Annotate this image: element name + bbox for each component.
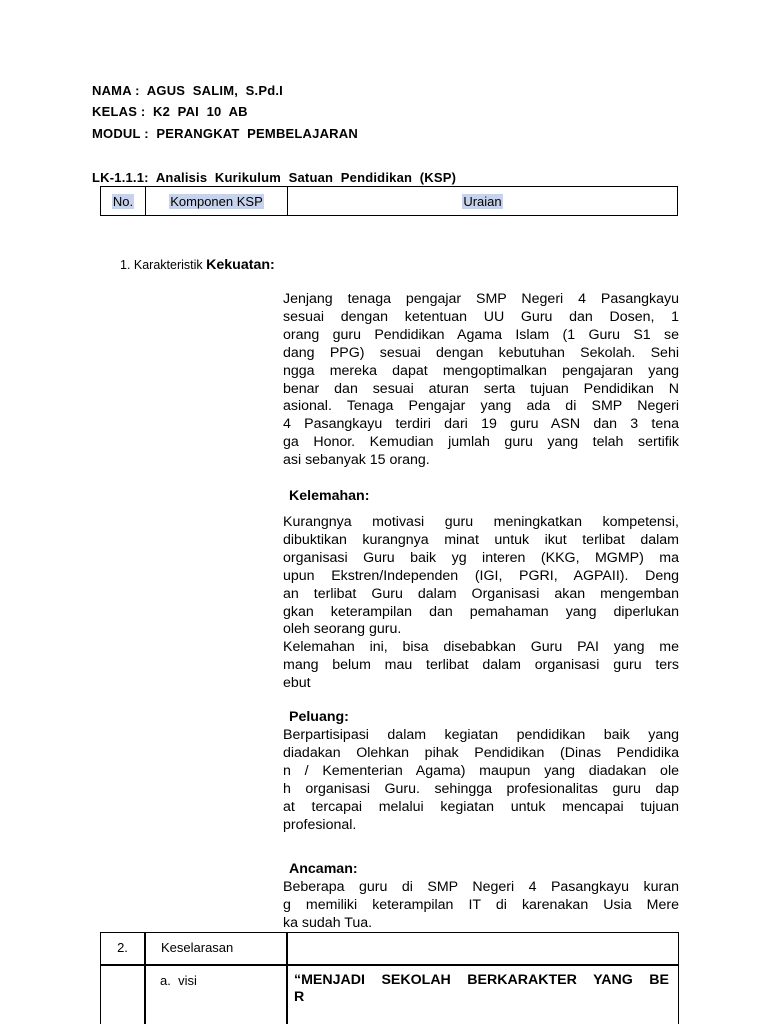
text-line: oleh seorang guru. [283, 621, 402, 638]
ksp-table-header [100, 186, 678, 216]
text-line: an terlibat Guru dalam Organisasi akan mengemban [283, 585, 679, 602]
text-line: ga Honor. Kemudian jumlah guru yang telah sertifik [283, 434, 679, 451]
row2-number: 2. [117, 940, 128, 955]
text-line: Kurangnya motivasi guru meningkatkan kompetensi, [283, 514, 679, 530]
module-line: MODUL : PERANGKAT PEMBELAJARAN [92, 126, 358, 141]
kelemahan-heading: Kelemahan: [289, 488, 370, 504]
visi-line: “MENJADI SEKOLAH BERKARAKTER YANG BE [294, 972, 669, 988]
text-line: ngga mereka dapat mengoptimalkan pengajaran yang [283, 362, 679, 379]
col-komponen-label: Komponen KSP [170, 193, 263, 209]
name-line: NAMA : AGUS SALIM, S.Pd.I [92, 83, 283, 98]
ancaman-paragraph [283, 879, 679, 933]
text-line: gkan keterampilan dan pemahaman yang diperlukan [283, 603, 679, 620]
text-line: at tercapai melalui kegiatan untuk mencapai tujuan [283, 798, 679, 815]
text-line: Jenjang tenaga pengajar SMP Negeri 4 Pasangkayu [283, 291, 679, 307]
text-line: ebut [283, 675, 311, 692]
text-line: Berpartisipasi dalam kegiatan pendidikan baik yang [283, 727, 679, 743]
column-divider [286, 933, 288, 1024]
peluang-heading: Peluang: [289, 709, 349, 725]
text-line: dibuktikan kurangnya minat untuk ikut terlibat dalam [283, 531, 679, 548]
col-uraian [288, 187, 677, 215]
col-komponen [146, 187, 288, 215]
text-line: sesuai dengan ketentuan UU Guru dan Dosen, 1 [283, 308, 679, 325]
col-uraian-label: Uraian [463, 193, 502, 209]
text-line: diadakan Olehkan pihak Pendidikan (Dinas Pendidika [283, 744, 679, 761]
col-no [101, 187, 146, 215]
visi-label: a. visi [160, 973, 197, 988]
col-no-label: No. [112, 193, 134, 209]
text-line: orang guru Pendidikan Agama Islam (1 Guru S1 se [283, 326, 679, 343]
text-line: Kelemahan ini, bisa disebabkan Guru PAI yang me [283, 639, 679, 656]
class-line: KELAS : K2 PAI 10 AB [92, 104, 248, 119]
kekuatan-paragraph [283, 291, 679, 470]
text-line: ka sudah Tua. [283, 914, 373, 931]
kelemahan-paragraph [283, 514, 679, 693]
text-line: h organisasi Guru. sehingga profesionalitas guru dap [283, 780, 679, 797]
worksheet-title: LK-1.1.1: Analisis Kurikulum Satuan Pendidikan (KSP) [92, 170, 457, 185]
item1-row [120, 257, 275, 273]
row2-component: Keselarasan [161, 940, 234, 955]
text-line: upun Ekstren/Independen (IGI, PGRI, AGPAII). Deng [283, 567, 679, 584]
row-divider [101, 964, 678, 966]
text-line: profesional. [283, 816, 357, 833]
text-line: Beberapa guru di SMP Negeri 4 Pasangkayu kuran [283, 879, 679, 895]
text-line: asional. Tenaga Pengajar yang ada di SMP Negeri [283, 398, 679, 415]
text-line: asi sebanyak 15 orang. [283, 452, 430, 469]
kekuatan-heading: Kekuatan: [206, 257, 275, 273]
visi-line: R [294, 989, 305, 1005]
peluang-paragraph [283, 727, 679, 834]
visi-statement [294, 972, 669, 1006]
ksp-table-row-2 [100, 932, 679, 1024]
text-line: n / Kementerian Agama) maupun yang diadakan ole [283, 762, 679, 779]
text-line: dang PPG) sesuai dengan kebutuhan Sekolah. Sehi [283, 344, 679, 361]
text-line: benar dan sesuai aturan serta tujuan Pendidikan N [283, 380, 679, 397]
text-line: 4 Pasangkayu terdiri dari 19 guru ASN dan 3 tena [283, 416, 679, 433]
text-line: mang belum mau terlibat dalam organisasi guru ters [283, 657, 679, 674]
item1-label: 1. Karakteristik [120, 258, 203, 272]
ancaman-heading: Ancaman: [289, 861, 358, 877]
column-divider [144, 933, 146, 1024]
text-line: organisasi Guru baik yg interen (KKG, MGMP) ma [283, 549, 679, 566]
text-line: g memiliki keterampilan IT di karenakan Usia Mere [283, 896, 679, 913]
